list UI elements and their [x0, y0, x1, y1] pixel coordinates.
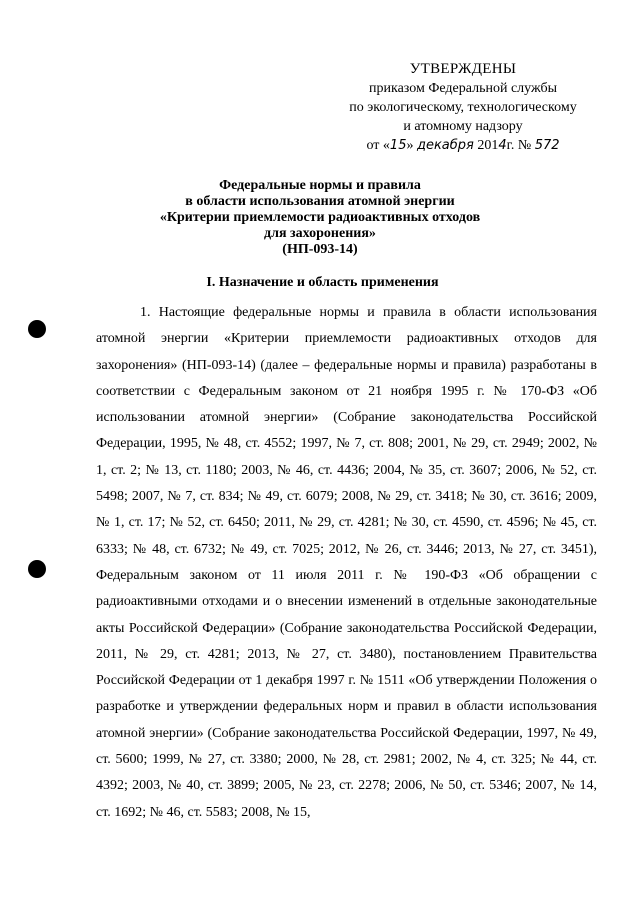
section-heading: I. Назначение и область применения — [206, 275, 439, 290]
punch-hole-mark — [28, 320, 46, 338]
document-title — [140, 178, 500, 258]
date-prefix: от « — [366, 138, 390, 153]
approval-line: и атомному надзору — [403, 119, 523, 134]
handwritten-year-digit: 4 — [498, 138, 507, 153]
document-code: (НП-093-14) — [282, 242, 358, 257]
approval-date-line — [318, 136, 608, 155]
handwritten-order-number: 572 — [534, 138, 560, 153]
handwritten-day: 15 — [389, 138, 407, 153]
title-line: «Критерии приемлемости радиоактивных отходов — [159, 210, 481, 225]
order-number-label: г. № — [506, 138, 535, 153]
approval-line: приказом Федеральной службы — [369, 81, 557, 96]
approval-heading: УТВЕРЖДЕНЫ — [409, 61, 517, 77]
title-line: в области использования атомной энергии — [185, 194, 455, 209]
approval-line: по экологическому, технологическому — [349, 100, 577, 115]
approval-block — [318, 60, 608, 155]
title-line: для захоронения» — [264, 226, 376, 241]
title-line: Федеральные нормы и правила — [219, 178, 421, 193]
date-mid: » — [406, 138, 417, 153]
body-paragraph: 1. Настоящие федеральные нормы и правила в области использования атомной энергии «Критерии приемлемости радиоактивных отходов для захоронения» (НП-093-14) (далее – федеральные нормы и правила) разработаны в соответствии с Федеральным законом от 21 ноября 1995 г. № 170-ФЗ «Об использовании атомной энергии» (Собрание законодательства Российской Федерации, 1995, № 48, ст. 4552; 1997, № 7, ст. 808; 2001, № 29, ст. 2949; 2002, № 1, ст. 2; № 13, ст. 1180; 2003, № 46, ст. 4436; 2004, № 35, ст. 3607; 2006, № 52, ст. 5498; 2007, № 7, ст. 834; № 49, ст. 6079; 2008, № 29, ст. 3418; № 30, ст. 3616; 2009, № 1, ст. 17; № 52, ст. 6450; 2011, № 29, ст. 4281; № 30, ст. 4590, ст. 4596; № 45, ст. 6333; № 48, ст. 6732; № 49, ст. 7025; 2012, № 26, ст. 3446; 2013, № 27, ст. 3451), Федеральным законом от 11 июля 2011 г. № 190-ФЗ «Об обращении с радиоактивными отходами и о внесении изменений в отдельные законодательные акты Российской Федерации» (Собрание законодательства Российской Федерации, 2011, № 29, ст. 4281; 2013, № 27, ст. 3480), постановлением Правительства Российской Федерации от 1 декабря 1997 г. № 1511 «Об утверждении Положения о разработке и утверждении федеральных норм и правил в области использования атомной энергии» (Собрание законодательства Российской Федерации, 1997, № 49, ст. 5600; 1999, № 27, ст. 3380; 2000, № 28, ст. 2981; 2002, № 4, ст. 325; № 44, ст. 4392; 2003, № 40, ст. 3899; 2005, № 23, ст. 2278; 2006, № 50, ст. 5346; 2007, № 14, ст. 1692; № 46, ст. 5583; 2008, № 15, — [96, 305, 597, 820]
handwritten-month: декабря — [416, 138, 474, 153]
punch-hole-mark — [28, 560, 46, 578]
year-prefix: 201 — [473, 138, 499, 153]
